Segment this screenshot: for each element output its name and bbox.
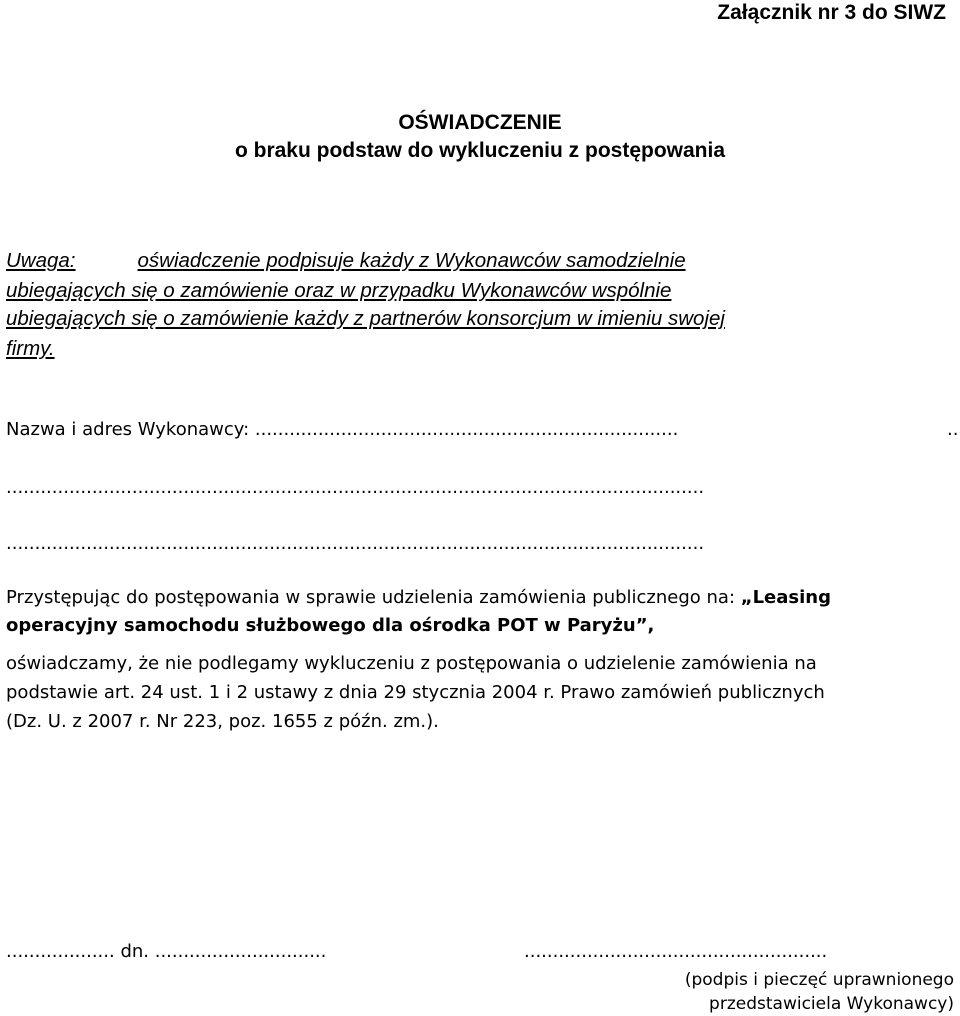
date-label: dn. [114,941,155,962]
note-line-2: ubiegających się o zamówienie oraz w przypadku Wykonawców wspólnie [6,279,672,302]
signature-field[interactable]: ..................................................... [524,941,828,962]
signature-caption-line-2: przedstawiciela Wykonawcy) [709,994,954,1014]
date-dots: .............................. [154,941,327,962]
place-dots: ................... [6,941,115,962]
contractor-dots: .......................................................................... [254,419,679,440]
contractor-field[interactable] [6,418,678,442]
procurement-subject-part-2: operacyjny samochodu służbowego dla ośrodka POT w Paryżu” [6,615,648,636]
statement-line-1: oświadczamy, że nie podlegamy wykluczeniu z postępowania o udzielenie zamówienia na [6,653,817,674]
note-line-3: ubiegających się o zamówienie każdy z partnerów konsorcjum w imieniu swojej [6,307,725,330]
note-line-1 [6,248,686,274]
contractor-label: Nazwa i adres Wykonawcy: [6,419,255,440]
procurement-subject-line-2 [6,614,654,638]
contractor-dots-line-1[interactable]: .......................................................................................................................... [6,477,705,498]
statement-line-3: (Dz. U. z 2007 r. Nr 223, poz. 1655 z późn. zm.). [6,711,439,732]
contractor-dots-end: .. [947,419,959,440]
statement-line-2: podstawie art. 24 ust. 1 i 2 ustawy z dnia 29 stycznia 2004 r. Prawo zamówień publicznych [6,682,825,703]
signature-caption-line-1: (podpis i pieczęć uprawnionego [684,970,954,990]
note-line-4: firmy. [6,337,55,360]
note-label: Uwaga: [6,249,76,272]
place-date-field[interactable] [6,940,326,964]
statement-intro-prefix: Przystępując do postępowania w sprawie udzielenia zamówienia publicznego na: [6,587,741,608]
procurement-subject-suffix: , [647,615,655,636]
statement-intro [6,586,831,610]
annex-reference: Załącznik nr 3 do SIWZ [717,1,946,24]
document-subtitle: o braku podstaw do wykluczeniu z postępowania [234,139,726,162]
contractor-dots-line-2[interactable]: .......................................................................................................................... [6,533,705,554]
document-title: OŚWIADCZENIE [398,111,562,134]
note-text-1: oświadczenie podpisuje każdy z Wykonawców samodzielnie [137,249,686,272]
procurement-subject-part-1: „Leasing [740,587,831,608]
